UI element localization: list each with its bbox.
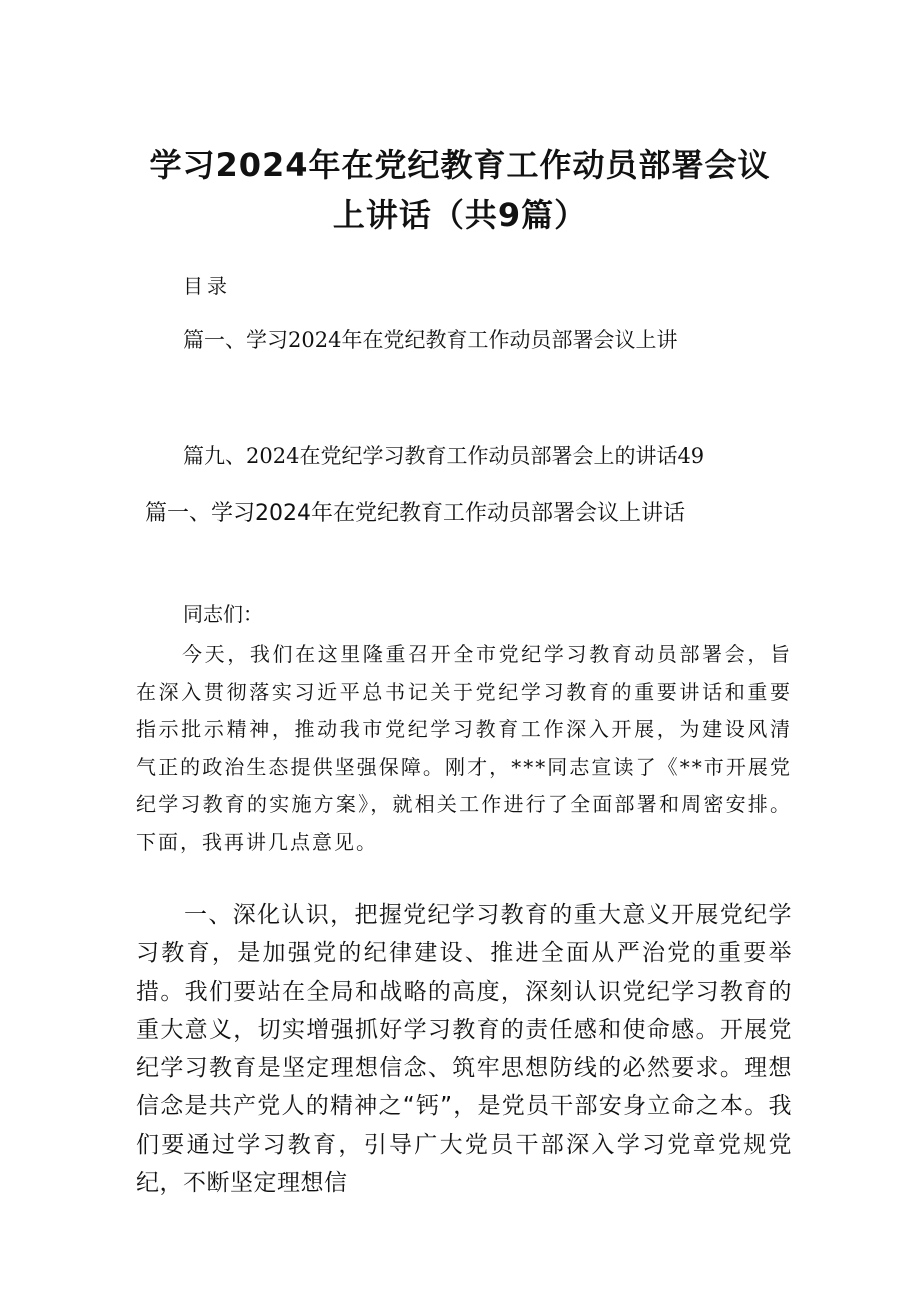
body-paragraph-1: 今天，我们在这里隆重召开全市党纪学习教育动员部署会，旨在深入贯彻落实习近平总书记关于党纪学习教育的重要讲话和重要指示批示精神，推动我市党纪学习教育工作深入开展，为建设风清气正的政治生态提供坚强保障。刚才，***同志宣读了《**市开展党纪学习教育的实施方案》，就相关工作进行了全面部署和周密安排。下面，我再讲几点意见。 — [136, 642, 792, 854]
body-paragraph-2: 一、深化认识，把握党纪学习教育的重大意义开展党纪学习教育，是加强党的纪律建设、推进全面从严治党的重要举措。我们要站在全局和战略的高度，深刻认识党纪学习教育的重大意义，切实增强抓好学习教育的责任感和使命感。开展党纪学习教育是坚定理想信念、筑牢思想防线的必然要求。理想信念是共产党人的精神之“钙”，是党员干部安身立命之本。我们要通过学习教育，引导广大党员干部深入学习党章党规党纪，不断坚定理想信 — [136, 902, 792, 1197]
toc-entry-9[interactable]: 篇九、2024在党纪学习教育工作动员部署会上的讲话49 — [183, 444, 705, 468]
document-title-line1: 学习2024年在党纪教育工作动员部署会议 — [149, 146, 771, 184]
section-heading: 篇一、学习2024年在党纪教育工作动员部署会议上讲话 — [145, 501, 685, 526]
document-title-line2: 上讲话（共9篇） — [332, 196, 588, 234]
salutation: 同志们： — [183, 602, 263, 626]
toc-label: 目录 — [183, 274, 231, 298]
toc-entry-1[interactable]: 篇一、学习2024年在党纪教育工作动员部署会议上讲 — [183, 328, 678, 352]
